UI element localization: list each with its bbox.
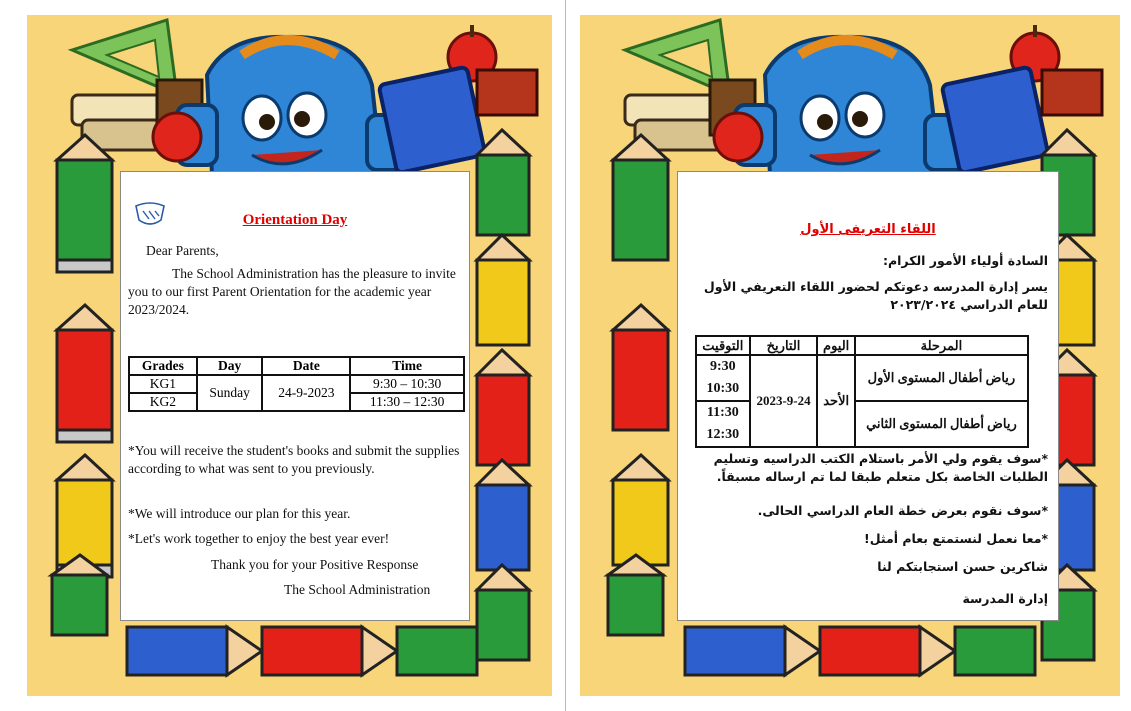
date-cell: 2023-9-24 <box>750 355 818 447</box>
orientation-title-arabic: اللقاء التعريفى الأول <box>800 222 936 237</box>
header-time: التوقيت <box>696 336 750 355</box>
arabic-invitation-card <box>677 171 1059 621</box>
note-together-arabic: *معا نعمل لنستمتع بعام أمثل! <box>864 531 1048 546</box>
note-books-arabic: *سوف يقوم ولي الأمر باستلام الكتب الدراسيه وتسليم الطلبات الخاصة بكل متعلم طبقا لما تم ارساله مسبقاً. <box>713 451 1048 484</box>
intro-paragraph: The School Administration has the pleasure to invite you to our first Parent Orientation for the academic year 2023/2024. <box>128 266 456 317</box>
schedule-table-arabic <box>695 335 1029 448</box>
signoff-text: The School Administration <box>284 582 431 597</box>
grade-cell: KG2 <box>129 393 197 411</box>
time-cell: 11:30 – 12:30 <box>350 393 464 411</box>
header-time: Time <box>350 357 464 375</box>
signoff-text-arabic: إدارة المدرسة <box>962 591 1048 606</box>
greeting-text-arabic: السادة أولياء الأمور الكرام: <box>882 253 1048 268</box>
note-plan: *We will introduce our plan for this year. <box>128 506 351 521</box>
time-cell <box>696 401 750 447</box>
date-cell: 24-9-2023 <box>262 375 350 411</box>
time-end: 10:30 <box>706 381 740 396</box>
day-cell: Sunday <box>197 375 263 411</box>
header-date: Date <box>262 357 350 375</box>
time-start: 11:30 <box>706 405 739 420</box>
header-day: Day <box>197 357 263 375</box>
header-grades: Grades <box>129 357 197 375</box>
stage-cell: رياض أطفال المستوى الأول <box>855 355 1028 401</box>
header-stage: المرحلة <box>855 336 1028 355</box>
time-cell <box>696 355 750 401</box>
english-invitation-card <box>120 171 470 621</box>
note-books: *You will receive the student's books and submit the supplies according to what was sent to you previously. <box>128 443 460 476</box>
grade-cell: KG1 <box>129 375 197 393</box>
greeting-text: Dear Parents, <box>146 243 219 258</box>
orientation-title: Orientation Day <box>242 212 348 228</box>
time-cell: 9:30 – 10:30 <box>350 375 464 393</box>
table-header-row <box>696 336 1028 355</box>
header-date: التاريخ <box>750 336 818 355</box>
thanks-text-arabic: شاكرين حسن استجابتكم لنا <box>877 559 1048 574</box>
time-start: 9:30 <box>709 359 736 374</box>
arabic-flyer-page <box>580 15 1120 696</box>
schedule-table <box>128 356 465 412</box>
table-header-row <box>129 357 464 375</box>
table-row <box>696 355 1028 401</box>
note-plan-arabic: *سوف نقوم بعرض خطة العام الدراسي الحالى. <box>757 503 1048 518</box>
thanks-text: Thank you for your Positive Response <box>211 557 419 572</box>
intro-paragraph-arabic: يسر إدارة المدرسه دعوتكم لحضور اللقاء التعريفي الأول للعام الدراسي ٢٠٢٣/٢٠٢٤ <box>703 279 1048 312</box>
day-cell: الأحد <box>817 355 854 447</box>
table-row <box>696 401 1028 447</box>
stage-cell: رياض أطفال المستوى الثاني <box>855 401 1028 447</box>
table-row <box>129 375 464 393</box>
note-together: *Let's work together to enjoy the best year ever! <box>128 531 390 546</box>
time-end: 12:30 <box>706 427 740 442</box>
page-divider <box>565 0 566 711</box>
english-flyer-page <box>27 15 552 696</box>
header-day: اليوم <box>817 336 854 355</box>
